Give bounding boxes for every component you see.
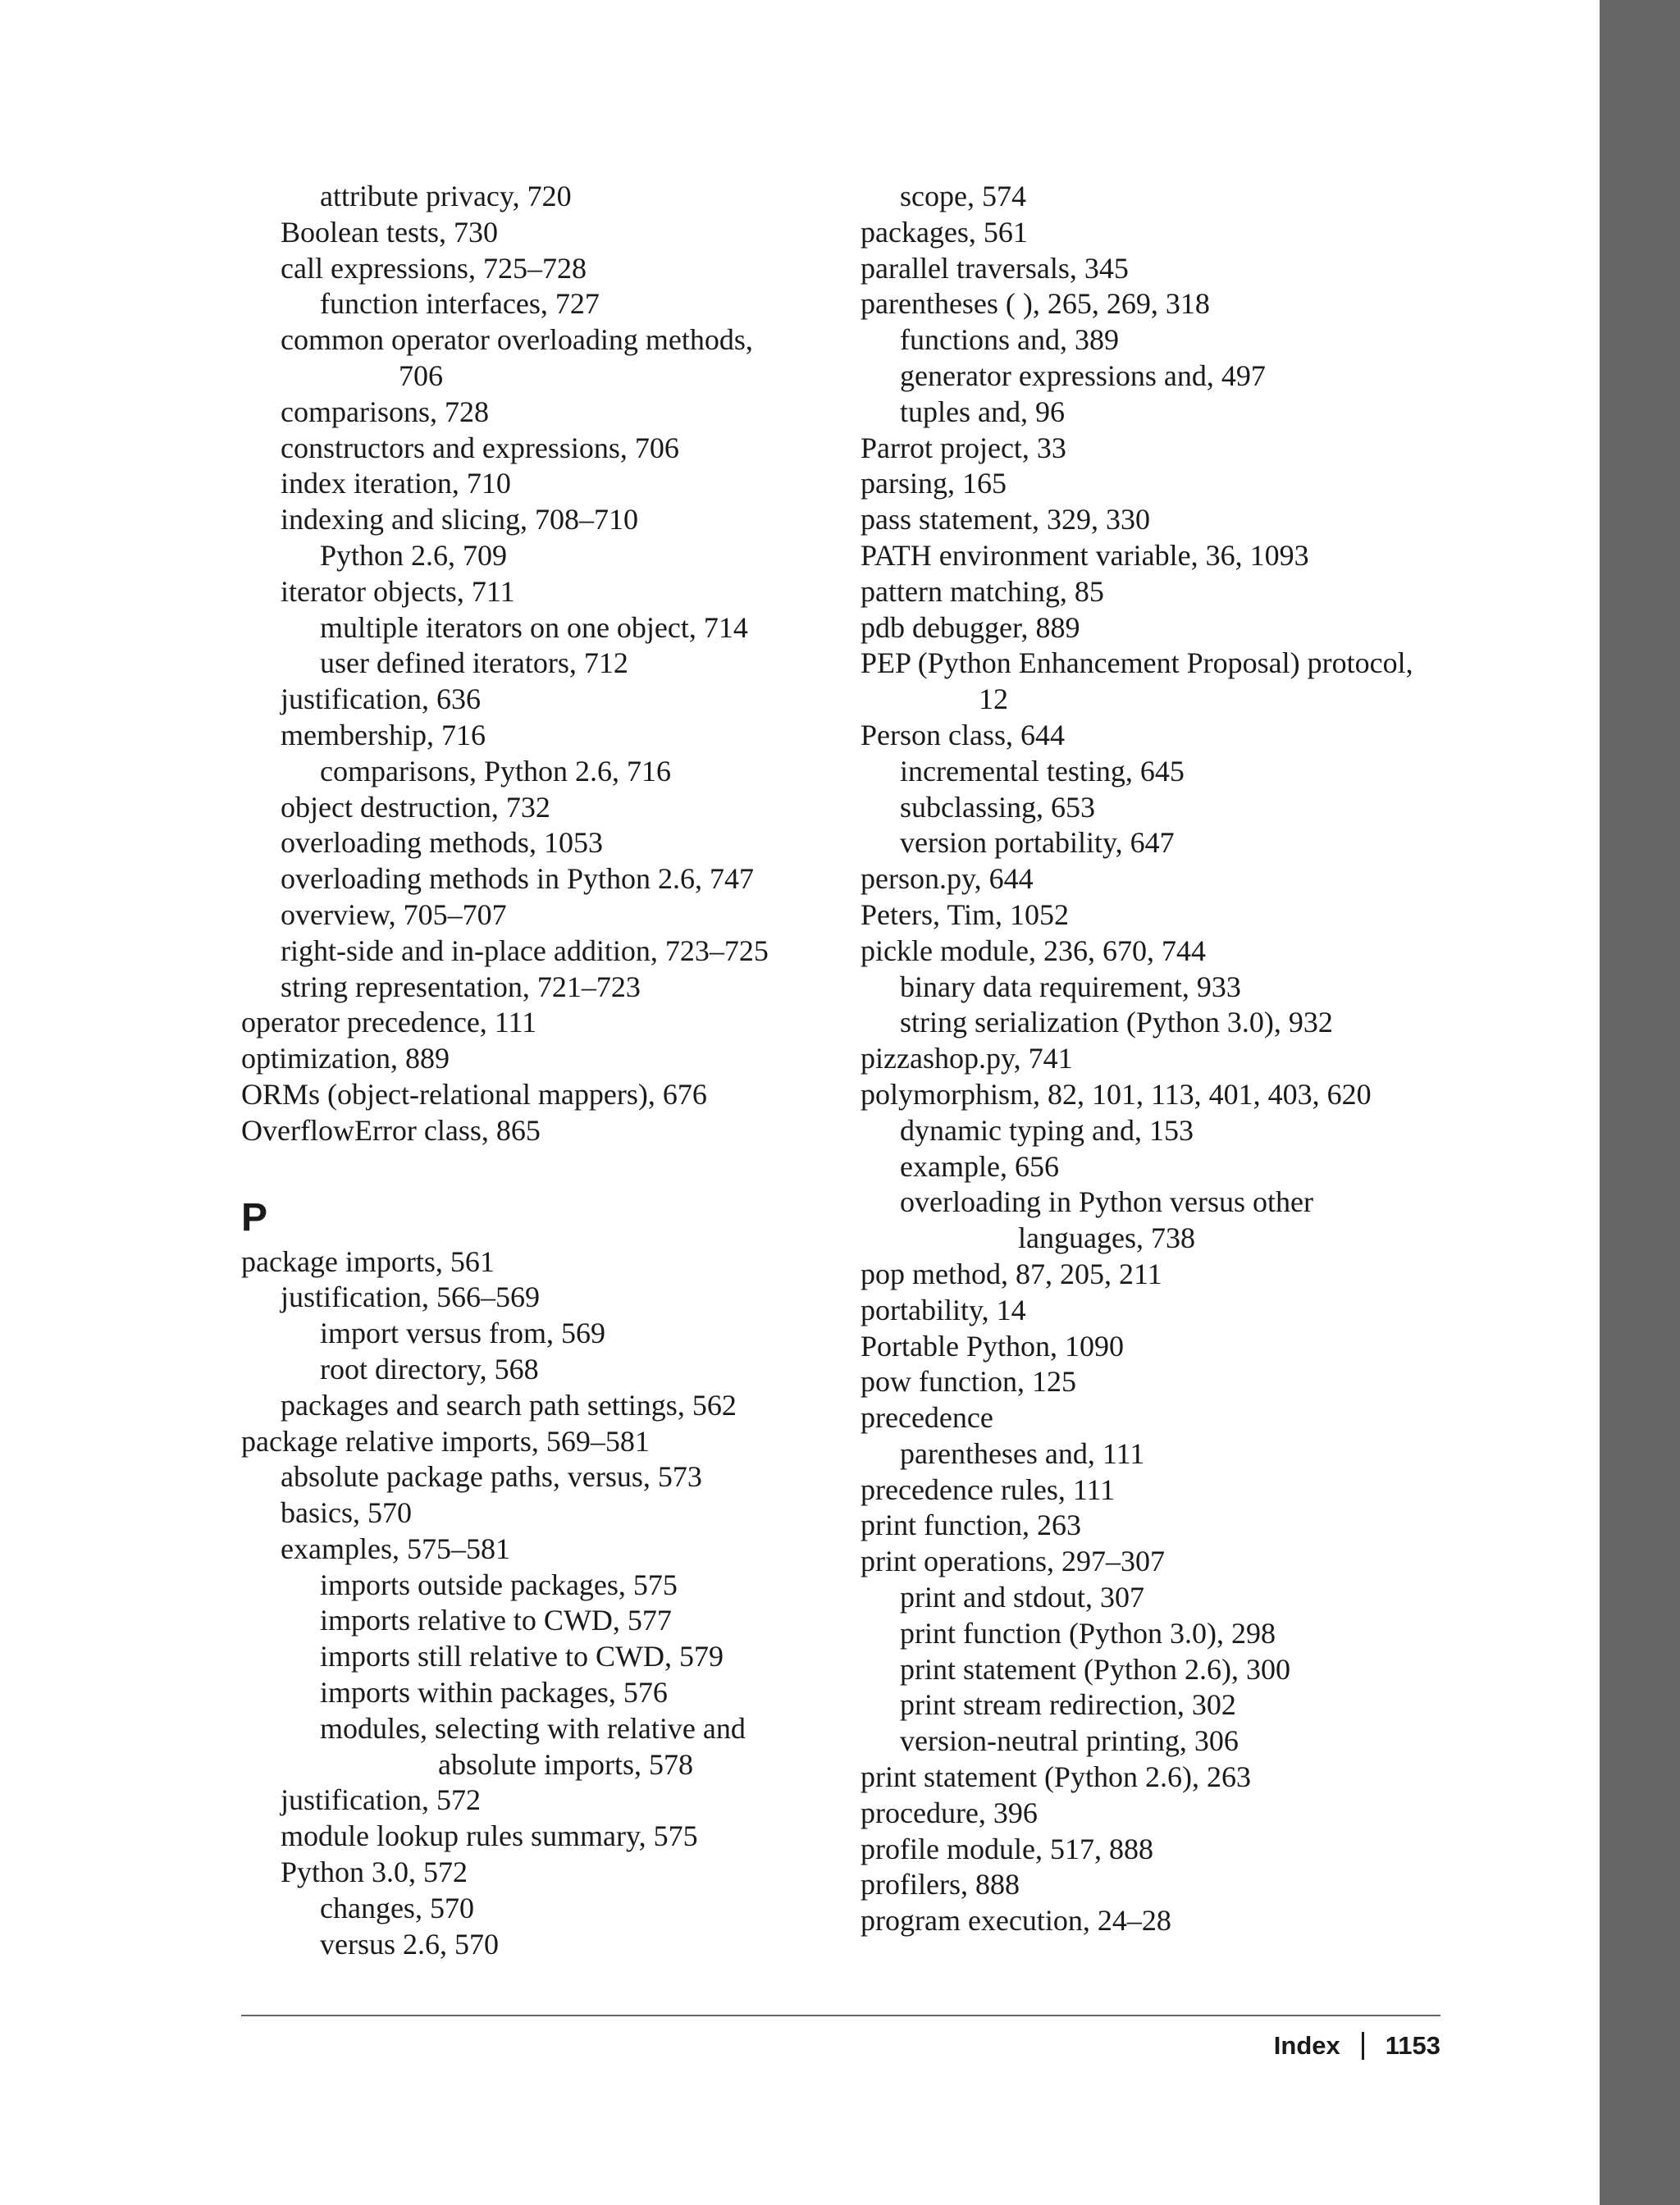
- footer-rule: [241, 2015, 1440, 2016]
- index-entry-level-0: [241, 1041, 865, 1077]
- index-entry-level-1: [861, 790, 1484, 826]
- index-entry-text: pdb debugger, 889: [861, 610, 1080, 644]
- index-entry-text: function interfaces, 727: [320, 287, 600, 321]
- index-entry-text: basics, 570: [281, 1496, 412, 1530]
- index-entry-level-1: [241, 502, 865, 538]
- index-entry-text: pow function, 125: [861, 1365, 1076, 1399]
- index-entry-level-0: [241, 1113, 865, 1149]
- index-entry-text: Parrot project, 33: [861, 431, 1066, 464]
- index-entry-level-1: [241, 897, 865, 934]
- index-entry-text: optimization, 889: [241, 1042, 450, 1075]
- index-entry-text: print function (Python 3.0), 298: [900, 1616, 1276, 1650]
- index-entry-text: version portability, 647: [900, 826, 1175, 860]
- index-entry-level-0: [861, 1400, 1484, 1436]
- index-entry-continuation: languages, 738: [1018, 1221, 1195, 1255]
- index-entry-level-0: [861, 1041, 1484, 1077]
- index-entry-level-1: [861, 322, 1484, 358]
- footer-separator: [1362, 2032, 1364, 2060]
- index-entry-level-0: [861, 1508, 1484, 1544]
- index-entry-level-1: [241, 431, 865, 467]
- index-entry-level-0: [861, 286, 1484, 322]
- index-entry-text: module lookup rules summary, 575: [281, 1819, 698, 1853]
- index-entry-level-1: [861, 1436, 1484, 1472]
- index-entry-text: string representation, 721–723: [281, 970, 641, 1003]
- index-entry-level-1: [241, 322, 865, 395]
- index-entry-continuation: 706: [399, 358, 443, 392]
- index-entry-level-2: [241, 1603, 865, 1639]
- thumb-tab: [1600, 0, 1680, 2205]
- index-entry-text: profilers, 888: [861, 1868, 1020, 1901]
- index-entry-level-1: [241, 215, 865, 251]
- index-entry-text: polymorphism, 82, 101, 113, 401, 403, 620: [861, 1077, 1372, 1111]
- page-number: 1153: [1385, 2031, 1440, 2060]
- page-footer: [1274, 2029, 1440, 2062]
- index-entry-level-2: [241, 646, 865, 682]
- index-entry-text: parallel traversals, 345: [861, 251, 1129, 285]
- index-entry-level-1: [241, 825, 865, 861]
- index-entry-level-0: [861, 934, 1484, 970]
- index-entry-level-2: [241, 1927, 865, 1963]
- index-entry-level-2: [241, 754, 865, 790]
- index-entry-continuation: 12: [979, 682, 1008, 716]
- index-entry-level-0: [861, 1077, 1484, 1113]
- index-entry-level-1: [241, 1855, 865, 1891]
- index-entry-text: print statement (Python 2.6), 263: [861, 1760, 1251, 1794]
- index-entry-level-0: [861, 502, 1484, 538]
- index-entry-text: absolute package paths, versus, 573: [281, 1460, 702, 1494]
- index-entry-level-0: [861, 538, 1484, 574]
- index-entry-level-1: [861, 1616, 1484, 1652]
- index-entry-text: overloading methods in Python 2.6, 747: [281, 862, 754, 896]
- index-entry-level-1: [241, 395, 865, 431]
- index-entry-level-0: [861, 646, 1484, 718]
- index-entry-text: subclassing, 653: [900, 790, 1095, 824]
- index-entry-text: index iteration, 710: [281, 467, 511, 500]
- index-entry-level-0: [861, 1472, 1484, 1509]
- index-entry-level-0: [241, 1077, 865, 1113]
- index-entry-level-0: [861, 1760, 1484, 1796]
- index-entry-text: comparisons, 728: [281, 395, 489, 428]
- index-entry-text: PEP (Python Enhancement Proposal) protocol,: [861, 646, 1413, 680]
- index-entry-level-1: [241, 970, 865, 1006]
- index-entry-level-1: [241, 718, 865, 754]
- index-entry-text: program execution, 24–28: [861, 1904, 1171, 1938]
- index-entry-text: functions and, 389: [900, 323, 1119, 357]
- index-entry-text: ORMs (object-relational mappers), 676: [241, 1077, 707, 1111]
- index-entry-text: Python 2.6, 709: [320, 538, 508, 572]
- index-entry-level-0: [861, 1329, 1484, 1365]
- index-entry-text: justification, 566–569: [281, 1281, 540, 1314]
- index-entry-level-0: [861, 861, 1484, 897]
- index-entry-text: indexing and slicing, 708–710: [281, 503, 638, 536]
- index-entry-text: operator precedence, 111: [241, 1006, 537, 1039]
- index-entry-text: profile module, 517, 888: [861, 1832, 1153, 1865]
- index-entry-level-0: [861, 1544, 1484, 1580]
- index-entry-level-1: [241, 1495, 865, 1532]
- index-letter-heading: P: [241, 1195, 268, 1239]
- index-entry-text: Person class, 644: [861, 718, 1065, 751]
- index-entry-text: constructors and expressions, 706: [281, 431, 679, 464]
- index-entry-text: precedence: [861, 1401, 993, 1435]
- index-entry-level-1: [241, 682, 865, 718]
- index-entry-level-0: [861, 466, 1484, 502]
- index-entry-text: pickle module, 236, 670, 744: [861, 934, 1206, 967]
- index-entry-text: packages, 561: [861, 215, 1028, 249]
- index-entry-level-0: [861, 431, 1484, 467]
- index-entry-text: versus 2.6, 570: [320, 1927, 499, 1961]
- index-entry-text: imports within packages, 576: [320, 1676, 668, 1710]
- index-entry-level-0: [861, 574, 1484, 610]
- index-entry-level-1: [861, 1149, 1484, 1185]
- index-entry-level-0: [861, 1293, 1484, 1329]
- index-entry-text: package imports, 561: [241, 1244, 495, 1278]
- index-entry-text: Peters, Tim, 1052: [861, 897, 1070, 931]
- index-entry-text: parsing, 165: [861, 467, 1007, 500]
- index-entry-text: version-neutral printing, 306: [900, 1724, 1239, 1758]
- index-entry-text: procedure, 396: [861, 1796, 1038, 1829]
- index-entry-text: import versus from, 569: [320, 1317, 605, 1350]
- index-entry-text: pattern matching, 85: [861, 574, 1104, 608]
- index-entry-text: iterator objects, 711: [281, 574, 515, 608]
- index-entry-text: right-side and in-place addition, 723–725: [281, 934, 769, 967]
- index-entry-text: imports still relative to CWD, 579: [320, 1640, 724, 1673]
- index-entry-text: tuples and, 96: [900, 395, 1065, 428]
- index-entry-level-0: [861, 718, 1484, 754]
- index-entry-level-2: [241, 1639, 865, 1675]
- index-entry-level-0: [861, 897, 1484, 934]
- index-entry-level-1: [241, 1388, 865, 1424]
- index-entry-text: attribute privacy, 720: [320, 180, 572, 212]
- index-entry-text: pass statement, 329, 330: [861, 503, 1150, 536]
- index-entry-level-0: [241, 1244, 865, 1281]
- index-entry-level-1: [241, 790, 865, 826]
- index-entry-level-1: [861, 1113, 1484, 1149]
- index-entry-level-1: [241, 1532, 865, 1568]
- index-entry-level-2: [241, 1675, 865, 1711]
- index-entry-level-1: [861, 1185, 1484, 1257]
- index-entry-text: precedence rules, 111: [861, 1472, 1116, 1506]
- index-entry-level-2: [241, 286, 865, 322]
- index-entry-text: comparisons, Python 2.6, 716: [320, 754, 671, 788]
- index-entry-text: person.py, 644: [861, 862, 1034, 896]
- index-entry-level-2: [241, 1316, 865, 1352]
- index-entry-text: object destruction, 732: [281, 790, 550, 824]
- index-entry-level-1: [241, 466, 865, 502]
- index-entry-text: justification, 636: [281, 682, 481, 716]
- index-column-right: [861, 179, 1484, 1939]
- index-entry-text: examples, 575–581: [281, 1532, 510, 1565]
- index-entry-level-1: [861, 395, 1484, 431]
- index-entry-level-0: [861, 251, 1484, 287]
- index-entry-level-0: [861, 1832, 1484, 1868]
- index-entry-text: OverflowError class, 865: [241, 1113, 541, 1147]
- index-entry-level-1: [861, 754, 1484, 790]
- footer-section-label: Index: [1273, 2031, 1340, 2060]
- index-entry-text: example, 656: [900, 1149, 1059, 1183]
- index-entry-text: print stream redirection, 302: [900, 1688, 1236, 1722]
- index-entry-text: imports relative to CWD, 577: [320, 1604, 672, 1637]
- index-entry-text: changes, 570: [320, 1891, 474, 1924]
- index-entry-level-1: [241, 1783, 865, 1819]
- index-entry-level-2: [241, 1891, 865, 1927]
- index-entry-text: pop method, 87, 205, 211: [861, 1257, 1162, 1290]
- index-entry-level-0: [861, 215, 1484, 251]
- index-entry-text: multiple iterators on one object, 714: [320, 610, 748, 644]
- index-entry-text: parentheses ( ), 265, 269, 318: [861, 287, 1210, 321]
- index-entry-level-2: [241, 1711, 865, 1783]
- index-entry-level-1: [861, 970, 1484, 1006]
- index-entry-text: PATH environment variable, 36, 1093: [861, 538, 1309, 572]
- index-entry-level-2: [241, 1352, 865, 1388]
- index-entry-text: imports outside packages, 575: [320, 1568, 678, 1601]
- index-entry-text: membership, 716: [281, 718, 486, 751]
- index-entry-level-0: [241, 1005, 865, 1041]
- index-entry-text: Boolean tests, 730: [281, 215, 498, 249]
- index-entry-level-1: [241, 861, 865, 897]
- index-entry-level-1: [861, 1652, 1484, 1688]
- index-entry-continuation: absolute imports, 578: [438, 1747, 693, 1781]
- index-entry-level-1: [241, 1459, 865, 1495]
- index-entry-level-1: [241, 1819, 865, 1855]
- index-entry-text: user defined iterators, 712: [320, 646, 628, 680]
- index-entry-level-2: [241, 1568, 865, 1604]
- index-entry-level-1: [241, 574, 865, 610]
- index-entry-level-2: [241, 610, 865, 646]
- index-entry-text: portability, 14: [861, 1293, 1026, 1326]
- index-entry-text: incremental testing, 645: [900, 754, 1185, 788]
- index-entry-level-2: [241, 179, 865, 215]
- index-entry-level-1: [241, 251, 865, 287]
- index-entry-text: common operator overloading methods,: [281, 323, 753, 357]
- index-entry-level-1: [861, 1580, 1484, 1616]
- index-column-left: [241, 179, 865, 1962]
- index-entry-level-2: [241, 538, 865, 574]
- index-entry-text: parentheses and, 111: [900, 1436, 1145, 1470]
- index-entry-level-1: [241, 1280, 865, 1316]
- index-entry-level-0: [861, 1364, 1484, 1400]
- index-entry-text: Portable Python, 1090: [861, 1329, 1124, 1363]
- index-entry-text: Python 3.0, 572: [281, 1856, 468, 1889]
- index-entry-level-0: [861, 1867, 1484, 1903]
- index-entry-level-0: [241, 1424, 865, 1460]
- index-entry-text: package relative imports, 569–581: [241, 1424, 650, 1458]
- index-entry-text: string serialization (Python 3.0), 932: [900, 1006, 1333, 1039]
- index-entry-text: justification, 572: [281, 1783, 481, 1817]
- index-entry-text: binary data requirement, 933: [900, 970, 1241, 1003]
- index-entry-text: root directory, 568: [320, 1352, 539, 1386]
- index-entry-text: call expressions, 725–728: [281, 251, 587, 285]
- index-entry-text: print and stdout, 307: [900, 1581, 1144, 1614]
- index-entry-text: overloading methods, 1053: [281, 826, 603, 860]
- index-entry-level-0: [861, 1903, 1484, 1939]
- index-entry-text: packages and search path settings, 562: [281, 1388, 737, 1422]
- index-entry-level-1: [861, 825, 1484, 861]
- index-entry-text: pizzashop.py, 741: [861, 1042, 1073, 1075]
- index-entry-level-0: [861, 1257, 1484, 1293]
- index-entry-text: generator expressions and, 497: [900, 358, 1266, 392]
- index-entry-text: dynamic typing and, 153: [900, 1113, 1194, 1147]
- index-entry-text: scope, 574: [900, 180, 1026, 212]
- index-entry-text: overview, 705–707: [281, 897, 507, 931]
- index-entry-text: print function, 263: [861, 1509, 1081, 1542]
- index-entry-level-1: [861, 358, 1484, 395]
- index-entry-level-1: [861, 1687, 1484, 1723]
- index-entry-text: print statement (Python 2.6), 300: [900, 1652, 1290, 1686]
- index-entry-level-1: [861, 179, 1484, 215]
- index-entry-text: print operations, 297–307: [861, 1545, 1165, 1578]
- index-entry-text: modules, selecting with relative and: [320, 1711, 746, 1745]
- index-entry-level-1: [861, 1005, 1484, 1041]
- index-entry-level-1: [241, 934, 865, 970]
- index-entry-text: overloading in Python versus other: [900, 1185, 1313, 1219]
- index-entry-level-0: [861, 1796, 1484, 1832]
- index-entry-level-0: [861, 610, 1484, 646]
- index-entry-level-1: [861, 1723, 1484, 1760]
